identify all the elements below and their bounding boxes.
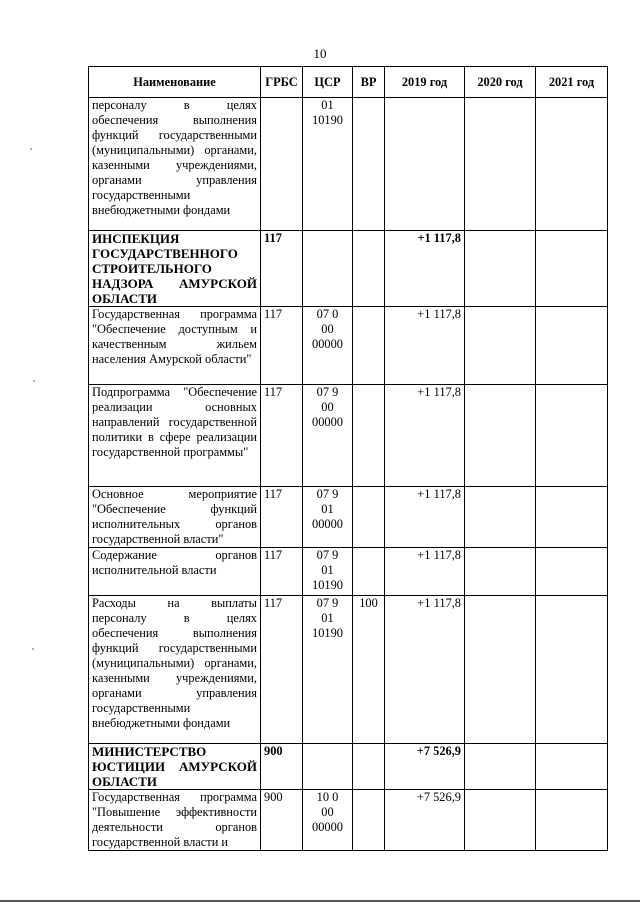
- table-row: [89, 98, 608, 231]
- header-name: Наименование: [89, 67, 261, 98]
- row-2020: [465, 790, 536, 851]
- row-2020: [465, 307, 536, 385]
- budget-table: [88, 66, 608, 851]
- row-vr: [353, 385, 385, 487]
- row-2021: [536, 307, 608, 385]
- row-name: Государственная программа "Обеспечение доступным и качественным жильем населения Амурской области": [89, 307, 261, 385]
- table-row: [89, 385, 608, 487]
- table-row: [89, 744, 608, 790]
- csr-code: 07 9 00 00000: [312, 385, 343, 429]
- row-csr: [303, 790, 353, 851]
- row-vr: [353, 790, 385, 851]
- header-2019: 2019 год: [385, 67, 465, 98]
- header-vr: ВР: [353, 67, 385, 98]
- row-2021: [536, 98, 608, 231]
- row-csr: [303, 744, 353, 790]
- row-name: ИНСПЕКЦИЯ ГОСУДАРСТВЕННОГО СТРОИТЕЛЬНОГО НАДЗОРА АМУРСКОЙ ОБЛАСТИ: [89, 231, 261, 307]
- row-2021: [536, 231, 608, 307]
- row-2019: +7 526,9: [385, 790, 465, 851]
- row-grbs: 117: [261, 231, 303, 307]
- table-row: [89, 307, 608, 385]
- row-grbs: 117: [261, 385, 303, 487]
- row-2019: +1 117,8: [385, 596, 465, 744]
- row-2020: [465, 98, 536, 231]
- row-csr: [303, 596, 353, 744]
- row-2020: [465, 385, 536, 487]
- scan-bottom-edge: [0, 900, 640, 902]
- row-csr: [303, 98, 353, 231]
- row-name: Государственная программа "Повышение эффективности деятельности органов государственной власти и: [89, 790, 261, 851]
- row-2021: [536, 385, 608, 487]
- row-name: Основное мероприятие "Обеспечение функций исполнительных органов государственной власти": [89, 487, 261, 548]
- row-vr: [353, 548, 385, 596]
- header-grbs: ГРБС: [261, 67, 303, 98]
- row-name: Подпрограмма "Обеспечение реализации основных направлений государственной политики в сфере реализации государственной программы": [89, 385, 261, 487]
- header-csr: ЦСР: [303, 67, 353, 98]
- row-grbs: [261, 98, 303, 231]
- csr-code: 10 0 00 00000: [312, 790, 343, 834]
- scan-speck: [30, 148, 32, 150]
- csr-code: 07 0 00 00000: [312, 307, 343, 351]
- table-row: [89, 487, 608, 548]
- row-2020: [465, 548, 536, 596]
- row-2021: [536, 487, 608, 548]
- row-2019: +1 117,8: [385, 307, 465, 385]
- row-2020: [465, 231, 536, 307]
- csr-code: 07 9 01 10190: [312, 548, 343, 592]
- table-row: [89, 231, 608, 307]
- row-2020: [465, 596, 536, 744]
- scan-speck: [32, 648, 34, 650]
- row-csr: [303, 548, 353, 596]
- row-2020: [465, 487, 536, 548]
- csr-code: 07 9 01 00000: [312, 487, 343, 531]
- row-grbs: 117: [261, 307, 303, 385]
- header-2021: 2021 год: [536, 67, 608, 98]
- row-vr: [353, 307, 385, 385]
- row-2019: +1 117,8: [385, 385, 465, 487]
- row-name: МИНИСТЕРСТВО ЮСТИЦИИ АМУРСКОЙ ОБЛАСТИ: [89, 744, 261, 790]
- row-vr: [353, 231, 385, 307]
- row-2020: [465, 744, 536, 790]
- row-2019: [385, 98, 465, 231]
- row-2019: +1 117,8: [385, 548, 465, 596]
- table-row: [89, 596, 608, 744]
- csr-code: 07 9 01 10190: [312, 596, 343, 640]
- row-grbs: 900: [261, 744, 303, 790]
- row-2021: [536, 790, 608, 851]
- row-csr: [303, 231, 353, 307]
- row-grbs: 900: [261, 790, 303, 851]
- row-vr: [353, 744, 385, 790]
- table-header-row: [89, 67, 608, 98]
- row-vr: [353, 487, 385, 548]
- row-2021: [536, 548, 608, 596]
- scan-speck: [33, 380, 35, 382]
- row-csr: [303, 487, 353, 548]
- row-grbs: 117: [261, 487, 303, 548]
- table-row: [89, 548, 608, 596]
- row-grbs: 117: [261, 548, 303, 596]
- row-name: Содержание органов исполнительной власти: [89, 548, 261, 596]
- row-name: Расходы на выплаты персоналу в целях обеспечения выполнения функций государственными (муниципальными) органами, казенными учреждениями, органами управления государственными внебюджетными фондами: [89, 596, 261, 744]
- row-vr: 100: [353, 596, 385, 744]
- row-2019: +1 117,8: [385, 231, 465, 307]
- page-number: 10: [313, 46, 327, 61]
- row-csr: [303, 385, 353, 487]
- row-vr: [353, 98, 385, 231]
- row-2021: [536, 596, 608, 744]
- row-2019: +7 526,9: [385, 744, 465, 790]
- table-row: [89, 790, 608, 851]
- header-2020: 2020 год: [465, 67, 536, 98]
- row-csr: [303, 307, 353, 385]
- row-2021: [536, 744, 608, 790]
- row-2019: +1 117,8: [385, 487, 465, 548]
- csr-code: 01 10190: [312, 98, 343, 127]
- row-grbs: 117: [261, 596, 303, 744]
- row-name: персоналу в целях обеспечения выполнения функций государственными (муниципальными) органами, казенными учреждениями, органами управления государственными внебюджетными фондами: [89, 98, 261, 231]
